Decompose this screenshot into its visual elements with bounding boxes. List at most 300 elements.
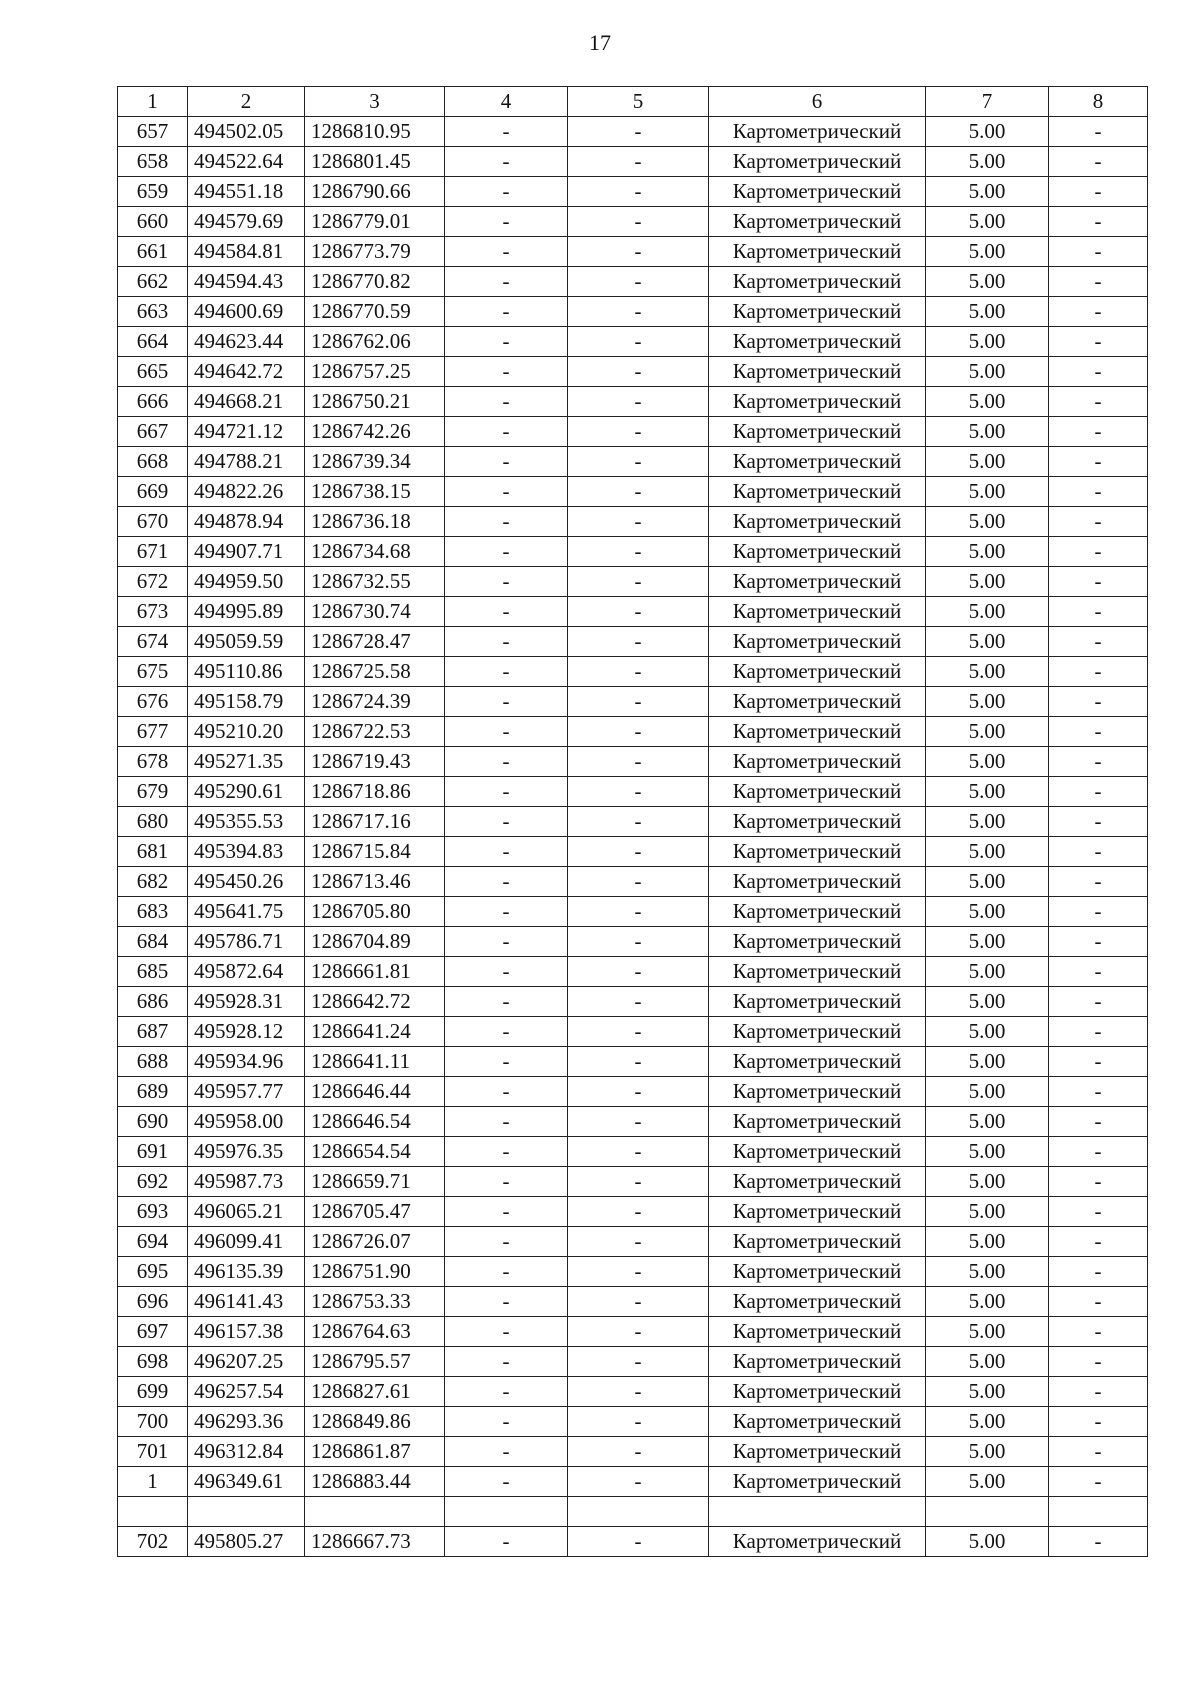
table-cell: - — [445, 1527, 568, 1557]
table-row — [118, 327, 1148, 357]
table-cell: 681 — [118, 837, 188, 867]
table-cell: Картометрический — [709, 1317, 926, 1347]
table-cell: 5.00 — [926, 1527, 1049, 1557]
table-cell: 662 — [118, 267, 188, 297]
table-cell: 494642.72 — [188, 357, 305, 387]
table-row — [118, 1527, 1148, 1557]
table-cell: 1286718.86 — [305, 777, 445, 807]
table-row — [118, 987, 1148, 1017]
table-cell: 5.00 — [926, 507, 1049, 537]
table-cell: - — [568, 777, 709, 807]
table-cell: 496312.84 — [188, 1437, 305, 1467]
table-cell: - — [445, 1167, 568, 1197]
table-cell: 667 — [118, 417, 188, 447]
table-cell: - — [445, 1317, 568, 1347]
table-cell: 1286750.21 — [305, 387, 445, 417]
table-cell: 5.00 — [926, 1377, 1049, 1407]
table-cell: 5.00 — [926, 1107, 1049, 1137]
table-cell: 5.00 — [926, 537, 1049, 567]
table-cell: 5.00 — [926, 957, 1049, 987]
table-cell: Картометрический — [709, 687, 926, 717]
table-cell: Картометрический — [709, 1287, 926, 1317]
table-row — [118, 177, 1148, 207]
table-cell: - — [445, 477, 568, 507]
table-cell: 1286726.07 — [305, 1227, 445, 1257]
table-cell: 495158.79 — [188, 687, 305, 717]
table-cell: Картометрический — [709, 267, 926, 297]
table-cell: Картометрический — [709, 957, 926, 987]
table-cell: - — [568, 477, 709, 507]
table-cell: - — [445, 927, 568, 957]
table-cell: 1286659.71 — [305, 1167, 445, 1197]
table-cell: 5.00 — [926, 387, 1049, 417]
table-cell: 494959.50 — [188, 567, 305, 597]
table-row — [118, 207, 1148, 237]
table-cell: - — [568, 1017, 709, 1047]
table-row — [118, 717, 1148, 747]
table-cell: 1286883.44 — [305, 1467, 445, 1497]
table-cell: - — [568, 447, 709, 477]
column-header-1: 1 — [118, 87, 188, 117]
table-cell: 496135.39 — [188, 1257, 305, 1287]
table-cell: 683 — [118, 897, 188, 927]
table-cell: - — [445, 987, 568, 1017]
table-cell: 495641.75 — [188, 897, 305, 927]
table-cell: - — [568, 1347, 709, 1377]
page-number: 17 — [589, 30, 611, 55]
table-row — [118, 837, 1148, 867]
table-cell: - — [445, 597, 568, 627]
table-cell: - — [568, 867, 709, 897]
table-cell: 686 — [118, 987, 188, 1017]
table-cell: Картометрический — [709, 777, 926, 807]
table-cell: 496293.36 — [188, 1407, 305, 1437]
table-cell: 1286705.47 — [305, 1197, 445, 1227]
table-cell: - — [568, 1407, 709, 1437]
table-cell: 1286734.68 — [305, 537, 445, 567]
table-cell: 1286646.44 — [305, 1077, 445, 1107]
table-cell: - — [1049, 447, 1148, 477]
table-row — [118, 957, 1148, 987]
table-cell: - — [568, 537, 709, 567]
table-cell: 5.00 — [926, 1287, 1049, 1317]
table-cell: - — [1049, 327, 1148, 357]
table-cell: - — [445, 1107, 568, 1137]
table-cell: 494788.21 — [188, 447, 305, 477]
table-cell: - — [445, 357, 568, 387]
table-cell: - — [1049, 567, 1148, 597]
table-row — [118, 267, 1148, 297]
table-cell: Картометрический — [709, 927, 926, 957]
table-cell: Картометрический — [709, 987, 926, 1017]
table-cell: 1286757.25 — [305, 357, 445, 387]
table-cell: 5.00 — [926, 417, 1049, 447]
table-row — [118, 1317, 1148, 1347]
table-cell: 1286705.80 — [305, 897, 445, 927]
table-row — [118, 1167, 1148, 1197]
table-row — [118, 417, 1148, 447]
table-cell: - — [568, 237, 709, 267]
table-cell: Картометрический — [709, 1167, 926, 1197]
column-header-3: 3 — [305, 87, 445, 117]
table-cell: Картометрический — [709, 1227, 926, 1257]
table-cell: 5.00 — [926, 777, 1049, 807]
table-cell: 5.00 — [926, 1077, 1049, 1107]
table-cell: - — [445, 1407, 568, 1437]
table-cell: 495786.71 — [188, 927, 305, 957]
table-cell: - — [1049, 177, 1148, 207]
table-cell: - — [445, 777, 568, 807]
table-cell: 496207.25 — [188, 1347, 305, 1377]
table-cell: - — [1049, 597, 1148, 627]
table-cell: - — [1049, 717, 1148, 747]
table-cell: 658 — [118, 147, 188, 177]
table-cell: Картометрический — [709, 177, 926, 207]
table-cell: - — [445, 387, 568, 417]
table-cell: - — [445, 897, 568, 927]
table-cell: - — [1049, 1227, 1148, 1257]
table-cell: 673 — [118, 597, 188, 627]
table-row — [118, 1227, 1148, 1257]
table-cell: - — [568, 1077, 709, 1107]
table-cell: - — [1049, 297, 1148, 327]
table-cell: 699 — [118, 1377, 188, 1407]
table-cell: 1286704.89 — [305, 927, 445, 957]
table-cell: 5.00 — [926, 297, 1049, 327]
table-cell: 689 — [118, 1077, 188, 1107]
table-cell: Картометрический — [709, 717, 926, 747]
table-cell: Картометрический — [709, 237, 926, 267]
table-cell: 1286728.47 — [305, 627, 445, 657]
table-cell: Картометрический — [709, 1527, 926, 1557]
table-cell: - — [1049, 957, 1148, 987]
table-cell: 661 — [118, 237, 188, 267]
table-cell: 659 — [118, 177, 188, 207]
table-cell: 1286827.61 — [305, 1377, 445, 1407]
table-cell: - — [1049, 1287, 1148, 1317]
table-cell: - — [568, 1227, 709, 1257]
table-cell: - — [1049, 357, 1148, 387]
table-cell: - — [1049, 1047, 1148, 1077]
table-row — [118, 1377, 1148, 1407]
table-cell: 665 — [118, 357, 188, 387]
table-row — [118, 1347, 1148, 1377]
table-cell: 5.00 — [926, 117, 1049, 147]
table-cell: 685 — [118, 957, 188, 987]
table-cell: 1286736.18 — [305, 507, 445, 537]
table-cell — [926, 1497, 1049, 1527]
table-cell: - — [568, 837, 709, 867]
table-cell: Картометрический — [709, 1017, 926, 1047]
table-cell: - — [568, 807, 709, 837]
table-cell: Картометрический — [709, 627, 926, 657]
table-cell: 495355.53 — [188, 807, 305, 837]
table-cell: 5.00 — [926, 1317, 1049, 1347]
table-cell: Картометрический — [709, 1377, 926, 1407]
table-cell: - — [445, 717, 568, 747]
table-cell: - — [445, 1077, 568, 1107]
table-cell: - — [1049, 627, 1148, 657]
table-cell: 1286732.55 — [305, 567, 445, 597]
table-cell: 1286770.82 — [305, 267, 445, 297]
table-cell: - — [568, 717, 709, 747]
coordinates-table — [117, 86, 1148, 1557]
table-cell: 1286661.81 — [305, 957, 445, 987]
table-cell: Картометрический — [709, 477, 926, 507]
table-cell: 5.00 — [926, 567, 1049, 597]
table-cell: 682 — [118, 867, 188, 897]
table-cell: 495928.31 — [188, 987, 305, 1017]
table-cell: 5.00 — [926, 207, 1049, 237]
table-cell: 496257.54 — [188, 1377, 305, 1407]
table-cell: - — [445, 1437, 568, 1467]
table-cell: - — [445, 1257, 568, 1287]
table-cell: - — [1049, 1137, 1148, 1167]
table-cell: - — [568, 957, 709, 987]
table-cell — [568, 1497, 709, 1527]
table-cell: - — [1049, 897, 1148, 927]
table-row — [118, 297, 1148, 327]
table-cell: - — [568, 1047, 709, 1077]
table-cell: Картометрический — [709, 567, 926, 597]
table-cell: Картометрический — [709, 747, 926, 777]
table-cell: - — [568, 1257, 709, 1287]
table-cell: - — [1049, 477, 1148, 507]
table-cell: - — [445, 1047, 568, 1077]
column-header-4: 4 — [445, 87, 568, 117]
table-cell: - — [445, 177, 568, 207]
table-cell: 5.00 — [926, 237, 1049, 267]
table-row — [118, 447, 1148, 477]
table-cell: - — [1049, 1107, 1148, 1137]
table-cell: 664 — [118, 327, 188, 357]
table-row — [118, 1197, 1148, 1227]
table-cell — [305, 1497, 445, 1527]
table-cell: 696 — [118, 1287, 188, 1317]
table-cell: - — [445, 1467, 568, 1497]
table-cell: 1286739.34 — [305, 447, 445, 477]
table-cell: - — [445, 207, 568, 237]
table-cell: - — [568, 1107, 709, 1137]
table-cell: 496157.38 — [188, 1317, 305, 1347]
table-cell: - — [1049, 777, 1148, 807]
table-cell: - — [445, 837, 568, 867]
table-row — [118, 1437, 1148, 1467]
column-header-7: 7 — [926, 87, 1049, 117]
table-row — [118, 1467, 1148, 1497]
table-cell: 5.00 — [926, 1227, 1049, 1257]
table-row — [118, 807, 1148, 837]
table-cell: - — [445, 267, 568, 297]
table-cell: 691 — [118, 1137, 188, 1167]
table-cell: 1286861.87 — [305, 1437, 445, 1467]
table-cell: - — [445, 417, 568, 447]
table-cell: - — [1049, 1317, 1148, 1347]
table-cell: Картометрический — [709, 537, 926, 567]
table-cell: 5.00 — [926, 657, 1049, 687]
table-cell: - — [445, 867, 568, 897]
table-cell — [709, 1497, 926, 1527]
table-row — [118, 747, 1148, 777]
table-cell: - — [568, 627, 709, 657]
table-cell: 5.00 — [926, 747, 1049, 777]
table-cell: - — [445, 957, 568, 987]
table-cell: 496349.61 — [188, 1467, 305, 1497]
table-cell: Картометрический — [709, 1137, 926, 1167]
table-cell: 494579.69 — [188, 207, 305, 237]
table-cell: 494668.21 — [188, 387, 305, 417]
table-cell: 496065.21 — [188, 1197, 305, 1227]
table-cell: 5.00 — [926, 1047, 1049, 1077]
table-cell: Картометрический — [709, 1347, 926, 1377]
table-cell: 5.00 — [926, 1347, 1049, 1377]
table-cell: 494907.71 — [188, 537, 305, 567]
table-row — [118, 117, 1148, 147]
table-cell: - — [445, 297, 568, 327]
table-cell: 5.00 — [926, 897, 1049, 927]
table-cell: Картометрический — [709, 207, 926, 237]
table-cell: 494822.26 — [188, 477, 305, 507]
table-cell: 677 — [118, 717, 188, 747]
table-cell: Картометрический — [709, 657, 926, 687]
table-cell: 672 — [118, 567, 188, 597]
table-cell: - — [568, 687, 709, 717]
table-cell: 702 — [118, 1527, 188, 1557]
table-cell: - — [568, 1287, 709, 1317]
table-cell: 495957.77 — [188, 1077, 305, 1107]
table-cell: 1286725.58 — [305, 657, 445, 687]
table-cell: 666 — [118, 387, 188, 417]
table-cell: 1286779.01 — [305, 207, 445, 237]
table-row — [118, 897, 1148, 927]
table-cell: 495450.26 — [188, 867, 305, 897]
table-row — [118, 1047, 1148, 1077]
table-cell: Картометрический — [709, 837, 926, 867]
table-cell: 1286654.54 — [305, 1137, 445, 1167]
table-cell: - — [1049, 1077, 1148, 1107]
table-cell: Картометрический — [709, 897, 926, 927]
table-cell: 494600.69 — [188, 297, 305, 327]
table-cell: 5.00 — [926, 1167, 1049, 1197]
table-cell: 5.00 — [926, 1437, 1049, 1467]
table-cell: 5.00 — [926, 867, 1049, 897]
column-header-5: 5 — [568, 87, 709, 117]
table-cell: 495805.27 — [188, 1527, 305, 1557]
table-cell: 5.00 — [926, 447, 1049, 477]
table-cell: 678 — [118, 747, 188, 777]
table-cell: 1286810.95 — [305, 117, 445, 147]
table-cell: - — [445, 147, 568, 177]
table-cell: 495394.83 — [188, 837, 305, 867]
table-cell: Картометрический — [709, 417, 926, 447]
table-cell: 697 — [118, 1317, 188, 1347]
table-cell: - — [568, 297, 709, 327]
table-row — [118, 1287, 1148, 1317]
table-cell: - — [1049, 1197, 1148, 1227]
table-cell: 495059.59 — [188, 627, 305, 657]
table-cell: Картометрический — [709, 117, 926, 147]
table-cell: 495210.20 — [188, 717, 305, 747]
table-cell: - — [445, 447, 568, 477]
table-cell: 5.00 — [926, 267, 1049, 297]
table-cell: 687 — [118, 1017, 188, 1047]
table-cell: - — [1049, 807, 1148, 837]
table-cell: - — [568, 1197, 709, 1227]
table-row — [118, 237, 1148, 267]
table-cell: 1286667.73 — [305, 1527, 445, 1557]
table-cell: 495958.00 — [188, 1107, 305, 1137]
table-row — [118, 657, 1148, 687]
table-cell: 5.00 — [926, 1407, 1049, 1437]
table-cell: 495976.35 — [188, 1137, 305, 1167]
table-cell: 1286795.57 — [305, 1347, 445, 1377]
table-row — [118, 687, 1148, 717]
table-cell: - — [568, 1437, 709, 1467]
table-cell: - — [568, 117, 709, 147]
table-cell: - — [445, 1137, 568, 1167]
table-cell: 1286724.39 — [305, 687, 445, 717]
table-cell: - — [1049, 1347, 1148, 1377]
table-cell: 5.00 — [926, 1017, 1049, 1047]
table-cell: 494995.89 — [188, 597, 305, 627]
table-cell: 5.00 — [926, 147, 1049, 177]
table-cell: 495928.12 — [188, 1017, 305, 1047]
column-header-8: 8 — [1049, 87, 1148, 117]
table-cell: 701 — [118, 1437, 188, 1467]
table-cell: - — [1049, 507, 1148, 537]
table-cell: 494584.81 — [188, 237, 305, 267]
table-row — [118, 597, 1148, 627]
table-cell: Картометрический — [709, 1077, 926, 1107]
table-cell: - — [1049, 1407, 1148, 1437]
column-header-2: 2 — [188, 87, 305, 117]
table-cell: 494551.18 — [188, 177, 305, 207]
table-cell: Картометрический — [709, 1407, 926, 1437]
table-cell: 5.00 — [926, 717, 1049, 747]
table-cell: 679 — [118, 777, 188, 807]
table-cell: 495987.73 — [188, 1167, 305, 1197]
table-cell: - — [445, 327, 568, 357]
table-cell: 671 — [118, 537, 188, 567]
table-cell: - — [568, 747, 709, 777]
table-cell: 700 — [118, 1407, 188, 1437]
table-cell: 1286751.90 — [305, 1257, 445, 1287]
table-cell: 495110.86 — [188, 657, 305, 687]
table-cell: 495934.96 — [188, 1047, 305, 1077]
table-cell: 669 — [118, 477, 188, 507]
table-cell: - — [1049, 1437, 1148, 1467]
table-cell: 668 — [118, 447, 188, 477]
table-row — [118, 1017, 1148, 1047]
table-row — [118, 1257, 1148, 1287]
table-cell: 5.00 — [926, 1137, 1049, 1167]
table-cell: 1286722.53 — [305, 717, 445, 747]
table-cell: - — [445, 657, 568, 687]
table-cell: - — [568, 1527, 709, 1557]
table-cell: 5.00 — [926, 327, 1049, 357]
table-cell: - — [1049, 747, 1148, 777]
table-cell: - — [568, 147, 709, 177]
table-cell: - — [1049, 207, 1148, 237]
table-cell: Картометрический — [709, 807, 926, 837]
table-cell: 1286730.74 — [305, 597, 445, 627]
table-cell: 5.00 — [926, 687, 1049, 717]
table-cell: Картометрический — [709, 1467, 926, 1497]
table-cell: - — [1049, 1017, 1148, 1047]
table-cell: 660 — [118, 207, 188, 237]
table-cell: - — [568, 1467, 709, 1497]
table-cell: 494721.12 — [188, 417, 305, 447]
